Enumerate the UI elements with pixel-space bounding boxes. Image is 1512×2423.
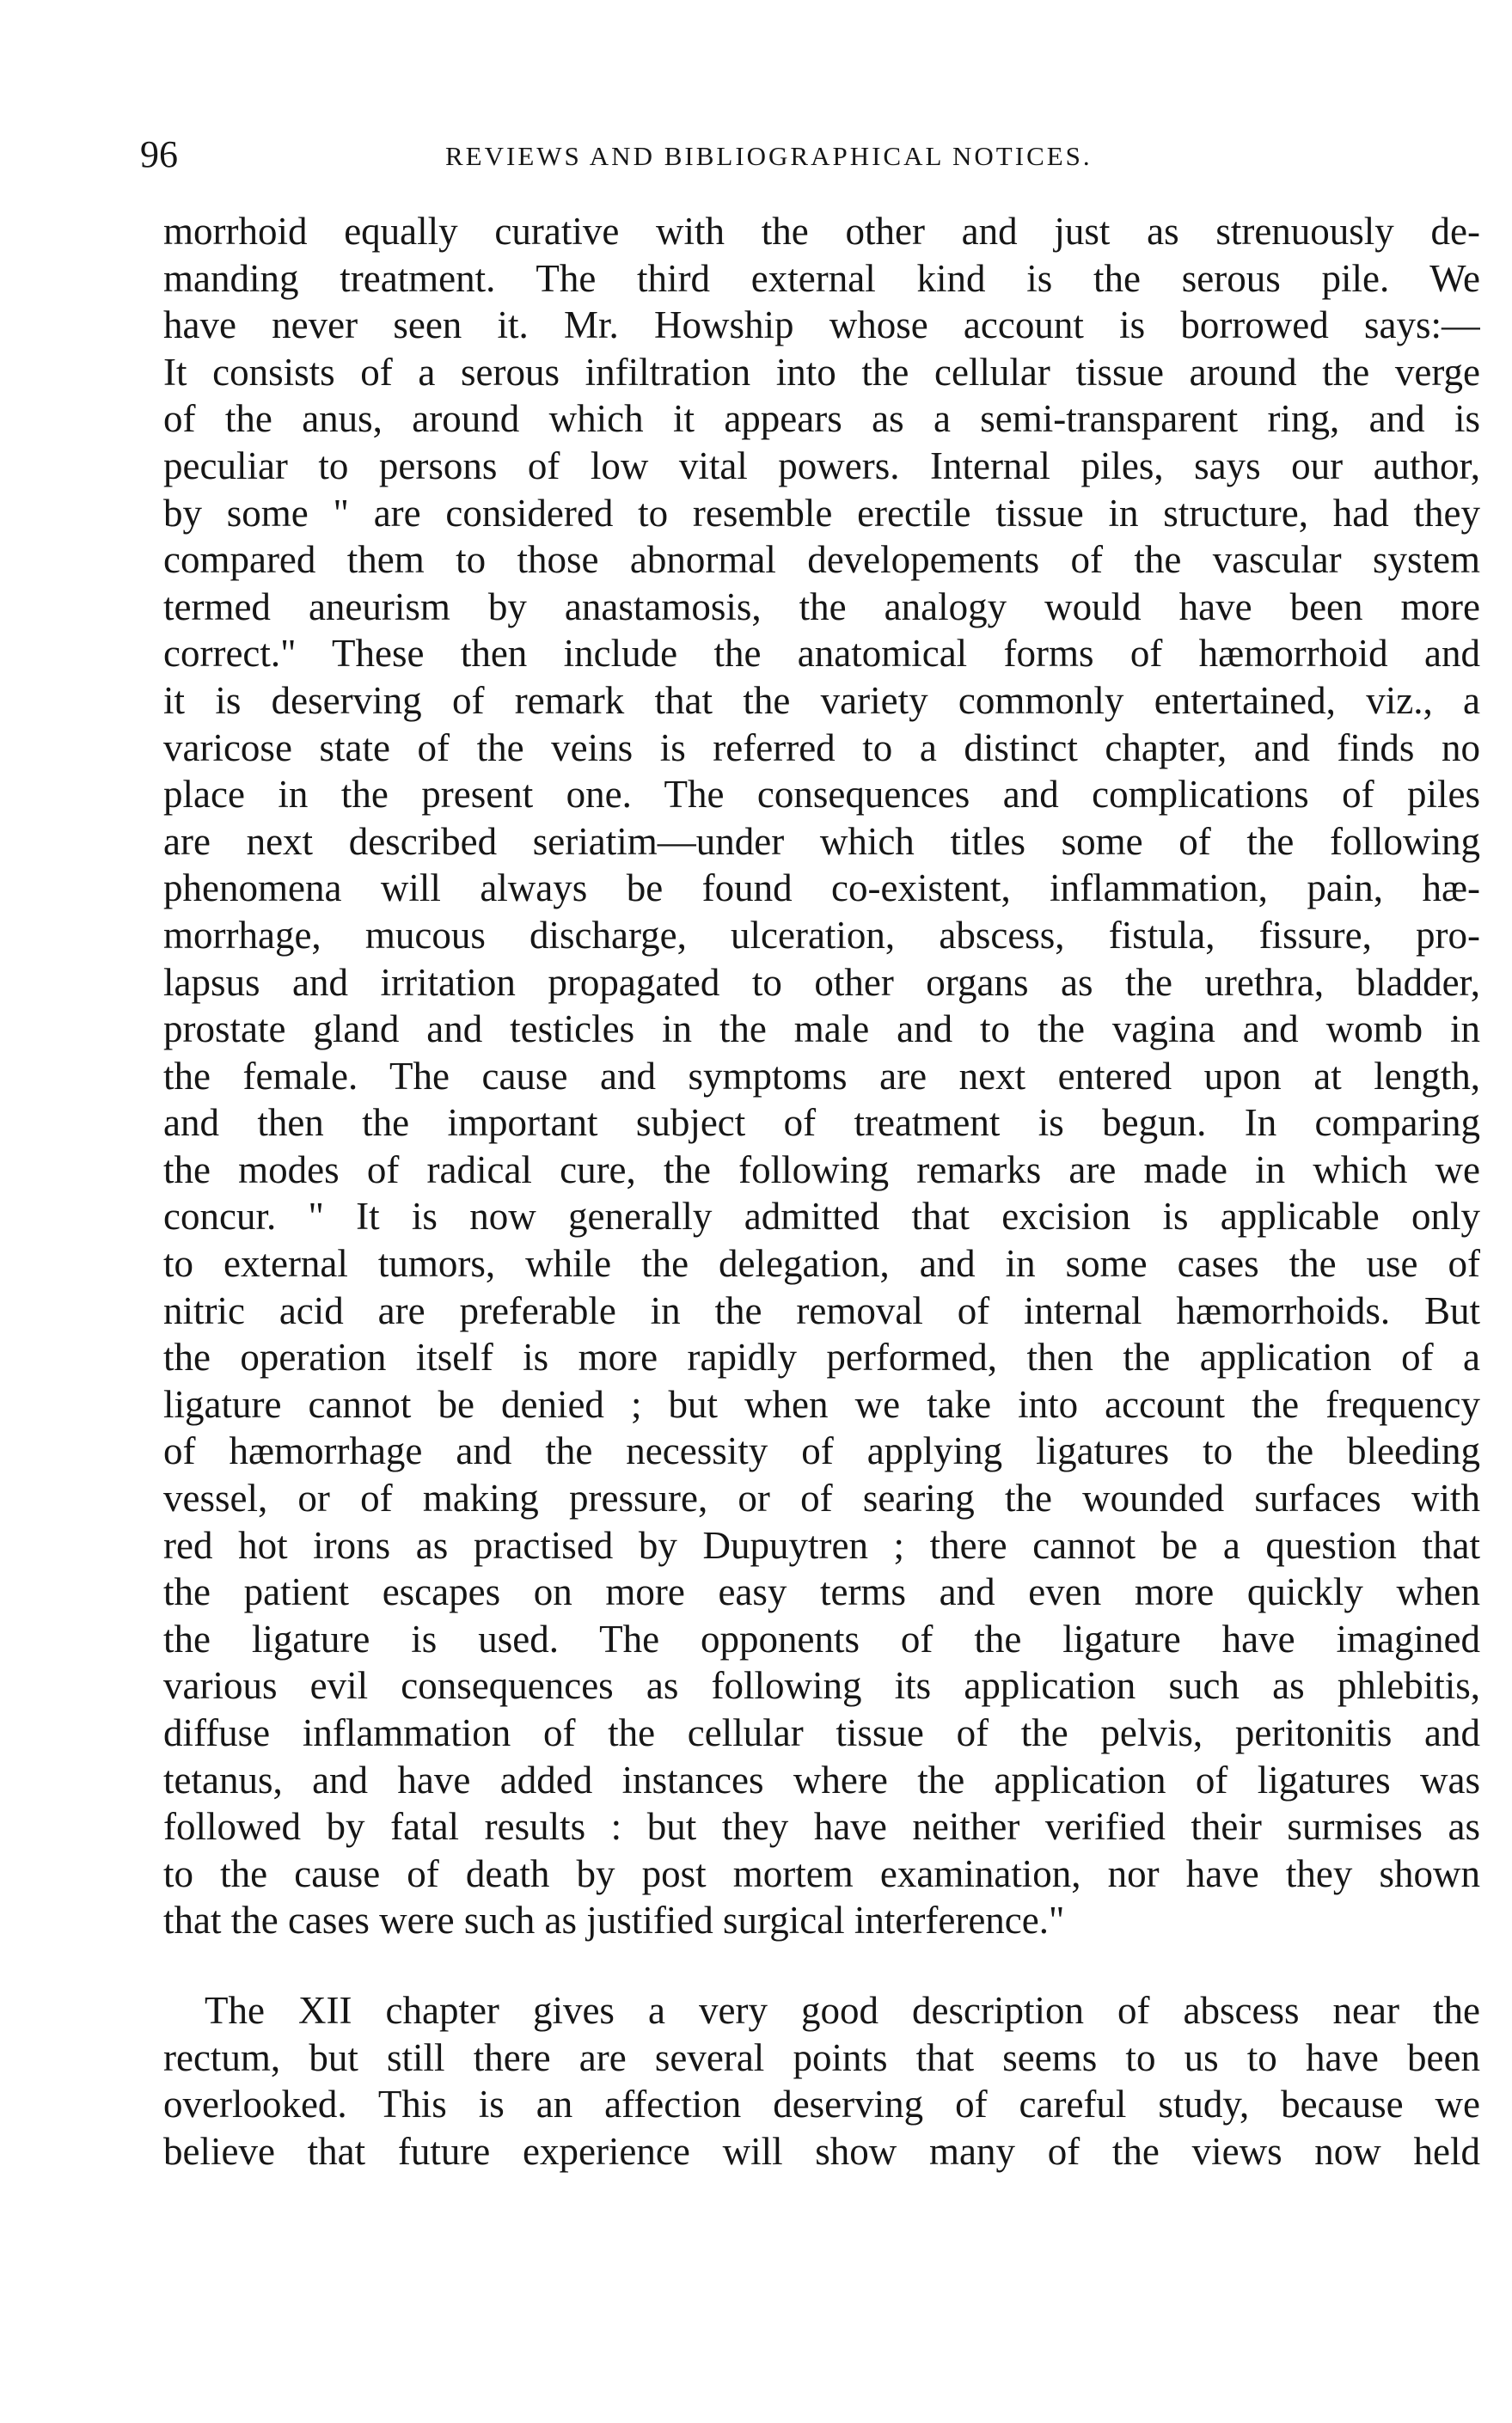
text-line: of hæmorrhage and the necessity of applying ligatures to the bleeding [163,1429,1480,1473]
text-line: to external tumors, while the delegation, and in some cases the use of [163,1242,1480,1286]
text-line: lapsus and irritation propagated to other organs as the urethra, bladder, [163,960,1480,1004]
text-line: ligature cannot be denied ; but when we take into account the frequency [163,1382,1480,1426]
page-number: 96 [140,133,178,175]
text-line: to the cause of death by post mortem examination, nor have they shown [163,1851,1480,1895]
text-line: the ligature is used. The opponents of the ligature have imagined [163,1617,1480,1661]
running-head [140,129,1481,181]
text-line: manding treatment. The third external kind is the serous pile. We [163,256,1480,300]
text-line: morrhoid equally curative with the other and just as strenuously de- [163,210,1480,253]
running-title: REVIEWS AND BIBLIOGRAPHICAL NOTICES. [445,141,1093,171]
text-line: that the cases were such as justified surgical interference." [163,1899,1065,1943]
text-line: overlooked. This is an affection deserving of careful study, because we [163,2083,1480,2126]
text-line: morrhage, mucous discharge, ulceration, abscess, fistula, fissure, pro- [163,913,1480,957]
text-line: prostate gland and testicles in the male and to the vagina and womb in [163,1007,1480,1051]
text-line: vessel, or of making pressure, or of searing the wounded surfaces with [163,1477,1480,1520]
text-line: It consists of a serous infiltration into the cellular tissue around the verge [163,350,1480,394]
text-line: rectum, but still there are several points that seems to us to have been [163,2035,1480,2079]
text-line: phenomena will always be found co-existent, inflammation, pain, hæ- [163,866,1480,910]
text-line: believe that future experience will show many of the views now held [163,2129,1480,2173]
text-line: are next described seriatim—under which titles some of the following [163,819,1480,863]
text-line: red hot irons as practised by Dupuytren ; there cannot be a question that [163,1523,1480,1567]
text-line: peculiar to persons of low vital powers. Internal piles, says our author, [163,444,1480,487]
text-line: the patient escapes on more easy terms and even more quickly when [163,1570,1480,1614]
text-line: followed by fatal results : but they have neither verified their surmises as [163,1805,1480,1849]
text-line: the modes of radical cure, the following remarks are made in which we [163,1147,1480,1191]
text-line: by some " are considered to resemble erectile tissue in structure, had they [163,491,1480,535]
text-line: and then the important subject of treatment is begun. In comparing [163,1101,1480,1145]
text-line: nitric acid are preferable in the removal of internal hæmorrhoids. But [163,1288,1480,1332]
text-line: it is deserving of remark that the variety commonly entertained, viz., a [163,678,1480,722]
paragraph-1 [163,208,1480,1944]
paragraph-gap [163,1944,1480,1987]
paragraph-2 [163,1987,1480,2175]
text-line: compared them to those abnormal developements of the vascular system [163,538,1480,582]
text-line: diffuse inflammation of the cellular tissue of the pelvis, peritonitis and [163,1711,1480,1754]
text-line: termed aneurism by anastamosis, the analogy would have been more [163,584,1480,628]
text-line: of the anus, around which it appears as a semi-transparent ring, and is [163,397,1480,441]
text-line: concur. " It is now generally admitted that excision is applicable only [163,1195,1480,1239]
text-line: the operation itself is more rapidly performed, then the application of a [163,1336,1480,1380]
text-line: the female. The cause and symptoms are next entered upon at length, [163,1054,1480,1098]
text-line: various evil consequences as following its application such as phlebitis, [163,1664,1480,1708]
text-line: The XII chapter gives a very good description of abscess near the [205,1988,1480,2032]
text-line: place in the present one. The consequences and complications of piles [163,773,1480,817]
text-line: have never seen it. Mr. Howship whose account is borrowed says:— [163,303,1480,347]
body-text [163,208,1480,2175]
text-line: correct." These then include the anatomical forms of hæmorrhoid and [163,632,1480,676]
text-line: varicose state of the veins is referred to a distinct chapter, and finds no [163,725,1480,769]
text-line: tetanus, and have added instances where the application of ligatures was [163,1758,1480,1802]
